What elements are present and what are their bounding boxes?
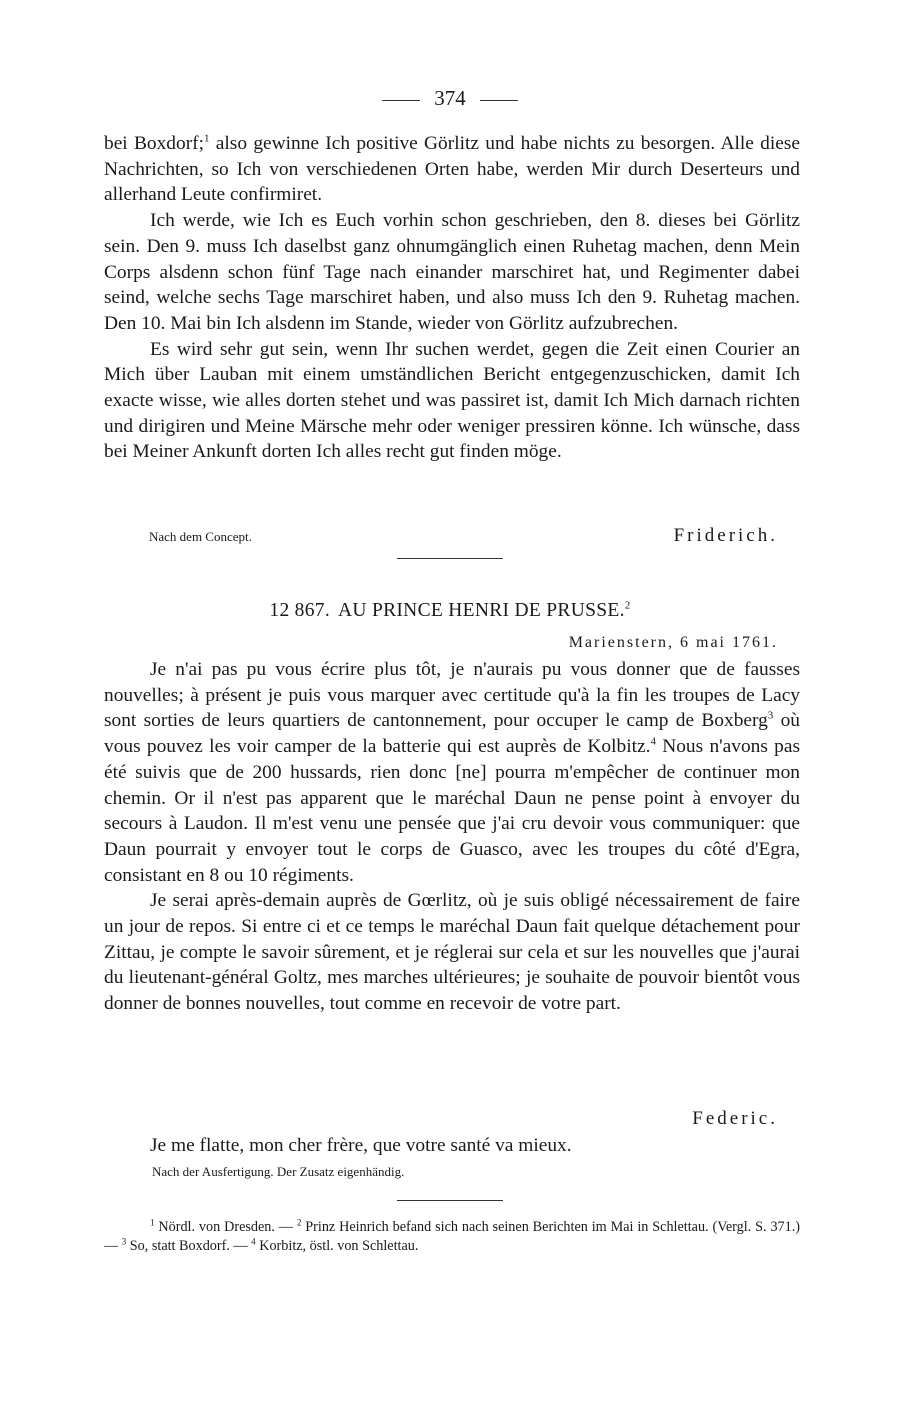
letter-source-note: Nach der Ausfertigung. Der Zusatz eigenhändig. bbox=[152, 1164, 405, 1179]
footnote-ref-3: 3 bbox=[767, 709, 774, 722]
postscript: Je me flatte, mon cher frère, que votre santé va mieux. bbox=[150, 1135, 572, 1156]
footnote-mark-3: 3 bbox=[121, 1236, 127, 1247]
footnote-ref-2: 2 bbox=[624, 599, 631, 612]
dateline: Marienstern, 6 mai 1761. bbox=[568, 634, 778, 651]
footnote-ref-1: 1 bbox=[204, 132, 210, 145]
letter-signature: Federic. bbox=[692, 1108, 778, 1129]
separator-rule bbox=[397, 558, 503, 559]
footnote-text: $^1$ Nördl. von Dresden. — $^2$ Prinz Heinrich befand sich nach seinen Berichten im Mai in Schlettau. (Vergl. S. 371.) — $^3$ So, statt Boxdorf. — $^4$ Korbitz, östl. von Schlettau. bbox=[104, 1217, 801, 1254]
footnote-separator bbox=[397, 1200, 503, 1201]
letter-number: 12 867. bbox=[269, 600, 330, 621]
letter-continuation bbox=[104, 131, 800, 465]
letter-paragraph-1: Je n'ai pas pu vous écrire plus tôt, je n'aurais pu vous donner que de fausses nouvelles; à présent je puis vous marquer avec certitude qu'à la fin les troupes de Lacy sont sorties de leurs quartiers de cantonnement, pour occuper le camp de Boxberg$^3$ où vous pouvez les voir camper de la batterie qui est auprès de Kolbitz.$^4$ Nous n'avons pas été suivis que de 200 hussards, rien donc [ne] pourra m'empêcher de continuer mon chemin. Or il n'est pas apparent que le maréchal Daun ne pense point à envoyer du secours à Laudon. Il m'est venu une pensée que j'ai cru devoir vous communiquer: que Daun pourrait y envoyer tout le corps de Guasco, avec les troupes du côté d'Egra, consistant en 8 ou 10 régiments. bbox=[104, 659, 800, 886]
letter-paragraph-2: Je serai après-demain auprès de Gœrlitz, où je suis obligé nécessairement de faire un jour de repos. Si entre ci et ce temps le maréchal Daun fait quelque détachement pour Zittau, je compte le savoir sûrement, et je réglerai sur cela et sur les nouvelles que j'aurai du lieutenant-général Goltz, mes marches ultérieures; je souhaite de pouvoir bientôt vous donner de bonnes nouvelles, tout comme en recevoir de votre part. bbox=[104, 890, 800, 1015]
letter-title: AU PRINCE HENRI DE PRUSSE. bbox=[338, 600, 625, 621]
footnote-mark-1: 1 bbox=[150, 1217, 155, 1228]
footnotes bbox=[104, 1218, 800, 1256]
signature: Friderich. bbox=[673, 525, 778, 546]
footnote-mark-4: 4 bbox=[251, 1236, 256, 1247]
page-number: 374 bbox=[434, 86, 466, 110]
header-dash-right bbox=[480, 100, 518, 101]
footnote-mark-2: 2 bbox=[296, 1217, 302, 1228]
paragraph-2: Ich werde, wie Ich es Euch vorhin schon geschrieben, den 8. dieses bei Görlitz sein. Den 9. muss Ich daselbst ganz ohnumgänglich einen Ruhetag machen, denn Mein Corps alsdenn schon fünf Tage nach einander marschiret hat, und Regimenter dabei seind, welche sechs Tage marschiret haben, und also muss Ich den 9. Ruhetag machen. Den 10. Mai bin Ich alsdenn im Stande, wieder von Görlitz aufzubrechen. bbox=[104, 210, 800, 334]
paragraph-3: Es wird sehr gut sein, wenn Ihr suchen werdet, gegen die Zeit einen Courier an Mich über Lauban mit einem umständlichen Bericht entgegenzuschicken, damit Ich exacte wisse, wie alles dorten stehet und was passiret ist, damit Ich Mich darnach richten und dirigiren und Meine Märsche mehr oder weniger pressiren könne. Ich wünsche, dass bei Meiner Ankunft dorten Ich alles recht gut finden möge. bbox=[104, 338, 800, 463]
letter-body bbox=[104, 657, 800, 1017]
letter-heading bbox=[0, 600, 900, 622]
footnote-ref-4: 4 bbox=[650, 735, 656, 748]
paragraph-1: bei Boxdorf;$^1$ also gewinne Ich positive Görlitz und habe nichts zu besorgen. Alle diese Nachrichten, so Ich von verschiedenen Orten habe, werden Mir durch Deserteurs und allerhand Leute confirmiret. bbox=[104, 132, 800, 206]
header-dash-left bbox=[382, 100, 420, 101]
first-letter-closing bbox=[104, 525, 778, 547]
page-header bbox=[0, 86, 900, 111]
source-note: Nach dem Concept. bbox=[149, 529, 252, 544]
